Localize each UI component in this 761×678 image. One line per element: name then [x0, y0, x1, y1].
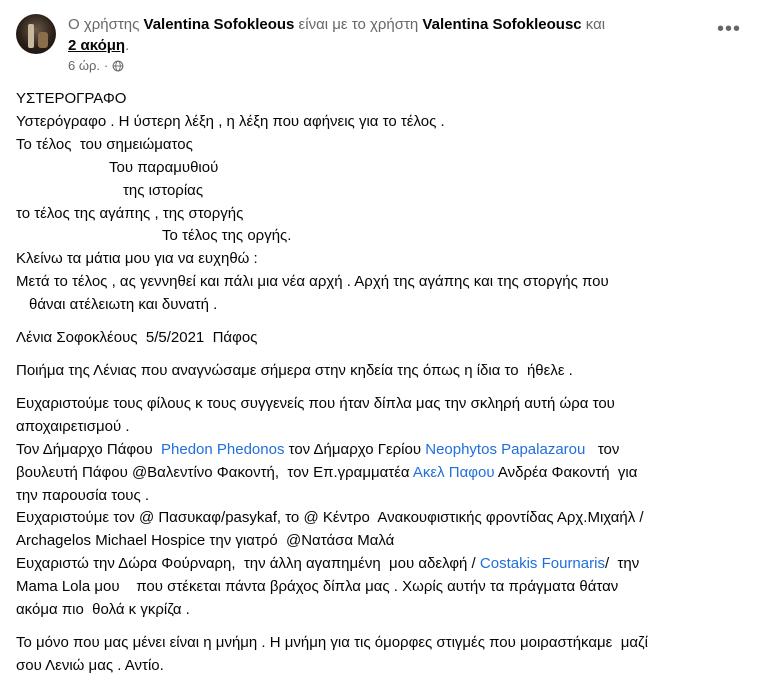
header-prefix: Ο χρήστης — [68, 16, 144, 33]
poem-line: Μετά το τέλος , ας γεννηθεί και πάλι μια νέα αρχή . Αρχή της αγάπης και της στοργής που — [16, 273, 609, 291]
signature: Λένια Σοφοκλέους 5/5/2021 Πάφος — [16, 329, 258, 347]
text: Ανδρέα Φακοντή για — [494, 463, 638, 481]
timestamp[interactable]: 6 ώρ. — [68, 58, 100, 73]
text: / την — [604, 555, 640, 573]
post-title: ΥΣΤΕΡΟΓΡΑΦΟ — [16, 90, 127, 107]
paragraph: Ποιήμα της Λένιας που αναγνώσαμε σήμερα στην κηδεία της όπως η ίδια το ήθελε . — [16, 361, 573, 379]
paragraph: Ευχαριστούμε τους φίλους κ τους συγγενείς που ήταν δίπλα μας την σκληρή αυτή ώρα του — [16, 394, 615, 412]
paragraph — [16, 462, 746, 485]
text: τον — [585, 440, 620, 458]
poem-line: το τέλος της αγάπης , της στοργής — [16, 204, 244, 222]
mention-link[interactable]: Ακελ Παφου — [412, 463, 495, 481]
poem-line: Υστερόγραφο . Η ύστερη λέξη , η λέξη που αφήνεις για το τέλος . — [16, 112, 445, 130]
paragraph: σου Λενιώ μας . Αντίο. — [16, 656, 164, 674]
text: βουλευτή Πάφου @Βαλεντίνο Φακοντή, τον Επ.γραμματέα — [16, 463, 413, 481]
poem-line: θάναι ατέλειωτη και δυνατή . — [29, 296, 218, 314]
poem-line: της ιστορίας — [123, 181, 204, 199]
paragraph: Ευχαριστούμε τον @ Πασυκαφ/pasykaf, το @ Κέντρο Ανακουφιστικής φροντίδας Αρχ.Μιχαήλ / — [16, 509, 644, 527]
text: τον Δήμαρχο Γερίου — [284, 440, 426, 458]
tagged-user-link[interactable]: Valentina Sofokleousc — [422, 16, 582, 33]
author-link[interactable]: Valentina Sofokleous — [143, 16, 295, 33]
poem-line: Το τέλος του σημειώματος — [16, 135, 193, 153]
post-meta — [68, 58, 124, 73]
text: Ευχαριστώ την Δώρα Φούρναρη, την άλλη αγαπημένη μου αδελφή / — [16, 555, 480, 573]
poem-line: Του παραμυθιού — [109, 158, 219, 176]
header-conj: και — [581, 16, 606, 33]
mention-link[interactable]: Costakis Fournaris — [479, 555, 605, 573]
paragraph: Archagelos Michael Hospice την γιατρό @Νατάσα Μαλά — [16, 532, 395, 550]
post-header-text — [68, 14, 708, 56]
globe-icon — [112, 60, 124, 72]
paragraph: Mama Lola μου που στέκεται πάντα βράχος δίπλα μας . Χωρίς αυτήν τα πράγματα θάταν — [16, 578, 619, 596]
poem-line: Κλείνω τα μάτια μου για να ευχηθώ : — [16, 250, 258, 268]
paragraph — [16, 553, 746, 576]
more-people-link[interactable]: 2 ακόμη — [68, 37, 126, 54]
more-options-icon[interactable]: ••• — [716, 18, 741, 40]
paragraph: Το μόνο που μας μένει είναι η μνήμη . Η μνήμη για τις όμορφες στιγμές που μοιραστήκαμε μαζί — [16, 633, 648, 651]
paragraph: ακόμα πιο θολά κ γκρίζα . — [16, 601, 190, 619]
post-body — [16, 88, 746, 678]
mention-link[interactable]: Neophytos Papalazarou — [425, 440, 586, 458]
mention-link[interactable]: Phedon Phedonos — [161, 440, 285, 458]
poem-line: Το τέλος της οργής. — [162, 227, 292, 245]
paragraph: αποχαιρετισμού . — [16, 417, 130, 435]
header-period: . — [125, 37, 130, 54]
avatar[interactable] — [16, 14, 56, 54]
meta-dot: · — [104, 58, 109, 73]
text: Τον Δήμαρχο Πάφου — [16, 440, 161, 458]
paragraph: την παρουσία τους . — [16, 486, 150, 504]
post-header — [16, 10, 745, 74]
paragraph — [16, 439, 746, 462]
header-middle: είναι με το χρήστη — [294, 16, 423, 33]
